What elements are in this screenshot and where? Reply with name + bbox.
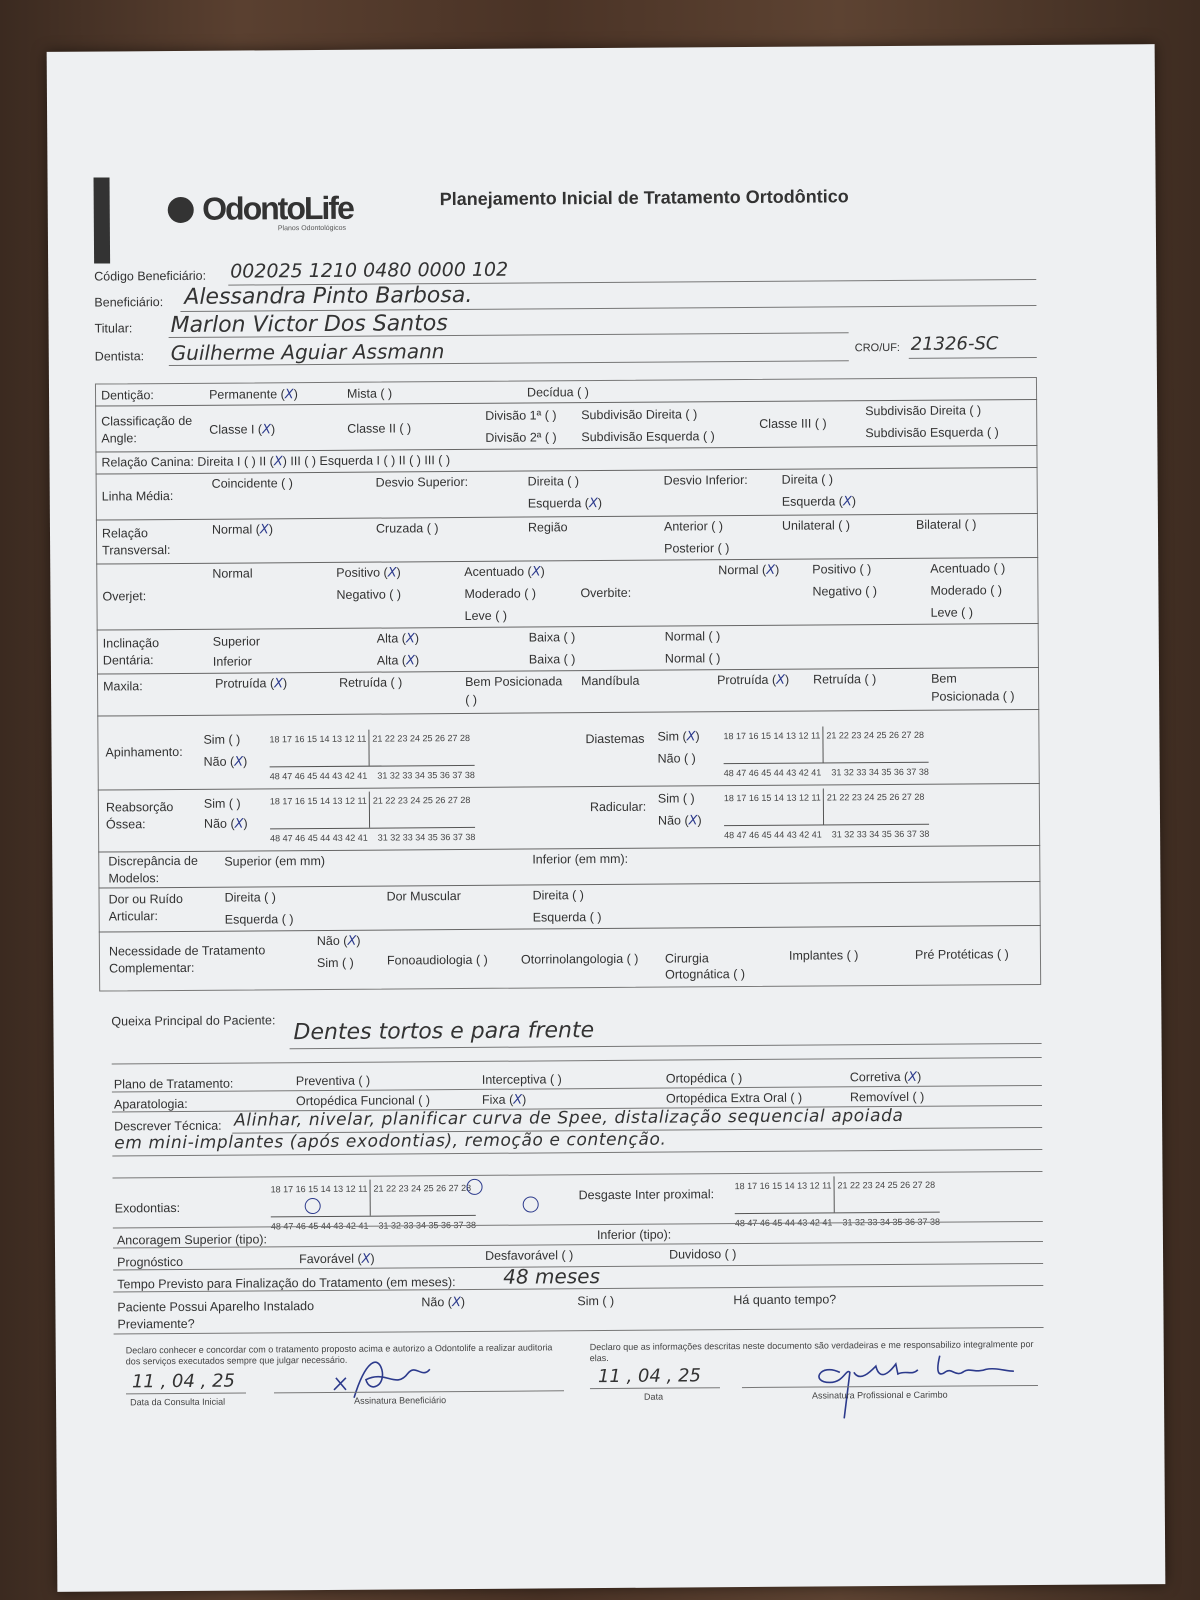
ancoragem-inferior[interactable]: Inferior (tipo): — [596, 1227, 672, 1243]
plano-interceptiva[interactable]: Interceptiva ( ) — [481, 1072, 562, 1087]
desgaste-label: Desgaste Inter proximal: — [578, 1187, 715, 1203]
necessidade-sim[interactable]: Sim ( ) — [316, 955, 354, 971]
overbite-moderado[interactable]: Moderado ( ) — [930, 583, 1003, 598]
inclinacao-baixa-sup[interactable]: Baixa ( ) — [528, 630, 576, 645]
exodontias-label: Exodontias: — [114, 1200, 181, 1216]
discrepancia-superior[interactable]: Superior (em mm) — [224, 853, 326, 869]
inclinacao-alta-sup[interactable]: Alta (X) — [376, 631, 420, 647]
plano-preventiva[interactable]: Preventiva ( ) — [295, 1073, 371, 1089]
angle-classe2[interactable]: Classe II ( ) — [347, 421, 412, 436]
dor-muscular-esquerda[interactable]: Esquerda ( ) — [532, 910, 602, 925]
necessidade-ortognatica[interactable]: Ortognática ( ) — [665, 967, 746, 982]
angle-classe3[interactable]: Classe III ( ) — [759, 416, 827, 431]
aparat-removivel[interactable]: Removível ( ) — [849, 1089, 925, 1105]
necessidade-label: Necessidade de Tratamento Complementar: — [108, 943, 266, 976]
overjet-label: Overjet: — [102, 589, 147, 604]
queixa-line-2 — [112, 1057, 1042, 1064]
discrepancia-inferior[interactable]: Inferior (em mm): — [532, 851, 629, 867]
codigo-label: Código Beneficiário: — [94, 268, 207, 284]
data-consulta-line — [126, 1393, 246, 1395]
dor-label: Dor ou Ruído Articular: — [108, 891, 183, 924]
tecnica-line1[interactable]: Alinhar, nivelar, planificar curva de Spee, distalização sequencial apoiada — [234, 1105, 904, 1131]
mandibula-bem-posicionada[interactable]: Posicionada ( ) — [931, 689, 1015, 704]
necessidade-fonoaudiologia[interactable]: Fonoaudiologia ( ) — [386, 952, 488, 968]
transversal-regiao: Região — [527, 520, 568, 535]
maxila-bem-posicionada[interactable]: Bem Posicionada — [464, 674, 563, 689]
transversal-unilateral[interactable]: Unilateral ( ) — [781, 518, 851, 533]
overjet-negativo[interactable]: Negativo ( ) — [336, 587, 402, 602]
linha-media-label: Linha Média: — [101, 489, 174, 504]
dor-direita[interactable]: Direita ( ) — [224, 890, 277, 905]
apinhamento-label: Apinhamento: — [105, 744, 183, 760]
cro-value: 21326-SC — [910, 333, 999, 355]
necessidade-nao[interactable]: Não (X) — [316, 933, 361, 949]
overbite-normal[interactable]: Normal (X) — [718, 562, 780, 578]
diastemas-label: Diastemas — [585, 731, 645, 747]
logo-text: OdontoLife — [202, 189, 353, 227]
angle-classe1[interactable]: Classe I (X) — [209, 422, 276, 438]
transversal-posterior[interactable]: Posterior ( ) — [664, 541, 730, 556]
inclinacao-baixa-inf[interactable]: Baixa ( ) — [528, 652, 576, 667]
odontolife-logo — [168, 190, 353, 233]
aparelho-nao[interactable]: Não (X) — [421, 1294, 466, 1311]
mandibula-label: Mandíbula — [580, 673, 640, 689]
mandibula-bem[interactable]: Bem — [930, 671, 957, 686]
radicular-label: Radicular: — [589, 799, 647, 815]
data-value[interactable]: 11 , 04 , 25 — [597, 1365, 702, 1388]
prognostico-desfavoravel[interactable]: Desfavorável ( ) — [485, 1248, 574, 1263]
tempo-value[interactable]: 48 meses — [503, 1264, 601, 1289]
aparatologia-label: Aparatologia: — [113, 1096, 188, 1112]
form-title: Planejamento Inicial de Tratamento Ortodôntico — [439, 186, 849, 210]
overbite-positivo[interactable]: Positivo ( ) — [812, 562, 872, 577]
relacao-canina: Relação Canina: Direita I ( ) II (X) III ( ) Esquerda I ( ) II ( ) III ( ) — [101, 453, 451, 470]
tecnica-line2[interactable]: em mini-implantes (após exodontias), remoção e contenção. — [114, 1129, 667, 1154]
aparelho-label: Paciente Possui Aparelho Instalado Previamente? — [117, 1299, 315, 1332]
desvio-inf-direita[interactable]: Direita ( ) — [781, 472, 834, 487]
prognostico-duvidoso[interactable]: Duvidoso ( ) — [669, 1247, 737, 1262]
side-stripe — [94, 177, 111, 263]
radicular-tooth-chart[interactable]: 18 17 16 15 14 13 12 11 21 22 23 24 25 26 27 28 48 47 46 45 44 43 42 41 31 32 33 34 35 36 37 38 — [724, 788, 930, 844]
angle-subdiv-esq-3[interactable]: Subdivisão Esquerda ( ) — [865, 425, 999, 441]
transversal-cruzada[interactable]: Cruzada ( ) — [375, 521, 439, 536]
assinatura-beneficiario-label: Assinatura Beneficiário — [354, 1395, 447, 1406]
apinhamento-sim[interactable]: Sim ( ) — [203, 732, 241, 747]
titular-value: Marlon Victor Dos Santos — [170, 311, 448, 339]
aparat-funcional[interactable]: Ortopédica Funcional ( ) — [295, 1093, 431, 1109]
cro-line — [909, 357, 1037, 359]
transversal-anterior[interactable]: Anterior ( ) — [663, 519, 724, 534]
mandibula-retruida[interactable]: Retruída ( ) — [812, 672, 877, 687]
overbite-negativo[interactable]: Negativo ( ) — [812, 584, 878, 599]
data-label: Data — [644, 1391, 664, 1402]
reabsorcao-sim[interactable]: Sim ( ) — [203, 796, 241, 811]
orthodontic-form-sheet — [47, 44, 1166, 1592]
dor-muscular-direita[interactable]: Direita ( ) — [532, 888, 584, 903]
tooth-23-circle — [467, 1179, 483, 1195]
aparelho-sim[interactable]: Sim ( ) — [577, 1293, 615, 1309]
overjet-acentuado[interactable]: Acentuado (X) — [464, 564, 545, 580]
codigo-value: 002025 1210 0480 0000 102 — [230, 258, 509, 283]
reabsorcao-tooth-chart[interactable]: 18 17 16 15 14 13 12 11 21 22 23 24 25 26 27 28 48 47 46 45 44 43 42 41 31 32 33 34 35 36 37 38 — [270, 791, 476, 847]
necessidade-pre-proteticas[interactable]: Pré Protéticas ( ) — [914, 947, 1009, 962]
beneficiario-value: Alessandra Pinto Barbosa. — [184, 282, 473, 310]
desvio-sup-direita[interactable]: Direita ( ) — [527, 474, 580, 489]
maxila-retruida[interactable]: Retruída ( ) — [339, 675, 403, 690]
radicular-nao[interactable]: Não (X) — [657, 813, 702, 829]
denticao-label: Dentição: — [100, 388, 154, 403]
maxila-bem-posicionada-box[interactable]: ( ) — [465, 692, 478, 707]
prognostico-favoravel[interactable]: Favorável (X) — [299, 1251, 375, 1267]
tooth-46-circle — [305, 1198, 321, 1214]
maxila-protruida[interactable]: Protruída (X) — [215, 676, 288, 692]
overjet-normal[interactable]: Normal — [212, 566, 253, 581]
reabsorcao-nao[interactable]: Não (X) — [203, 816, 248, 832]
angle-subdiv-dir-3[interactable]: Subdivisão Direita ( ) — [865, 403, 982, 419]
mandibula-protruida[interactable]: Protruída (X) — [716, 672, 790, 688]
dentista-value: Guilherme Aguiar Assmann — [170, 339, 445, 366]
desvio-superior-label: Desvio Superior: — [375, 474, 469, 490]
logo-subtitle: Planos Odontológicos — [277, 224, 347, 233]
aparat-extra-oral[interactable]: Ortopédica Extra Oral ( ) — [665, 1090, 803, 1106]
transversal-normal[interactable]: Normal (X) — [211, 522, 274, 538]
discrepancia-label: Discrepância de Modelos: — [108, 853, 198, 886]
tooth-36-circle — [523, 1196, 539, 1212]
angle-subdiv-dir[interactable]: Subdivisão Direita ( ) — [581, 407, 698, 423]
apinhamento-tooth-chart[interactable]: 18 17 16 15 14 13 12 11 21 22 23 24 25 26 27 28 48 47 46 45 44 43 42 41 31 32 33 34 35 36 37 38 — [269, 729, 475, 785]
overbite-leve[interactable]: Leve ( ) — [930, 605, 974, 620]
linha-media-coincidente[interactable]: Coincidente ( ) — [211, 476, 294, 491]
angle-divisao2[interactable]: Divisão 2ª ( ) — [485, 430, 557, 445]
logo-symbol-icon — [168, 196, 194, 222]
dentista-label: Dentista: — [94, 349, 145, 364]
desvio-sup-esquerda[interactable]: Esquerda (X) — [527, 496, 603, 512]
inclinacao-normal-sup[interactable]: Normal ( ) — [664, 629, 721, 644]
diastemas-tooth-chart[interactable]: 18 17 16 15 14 13 12 11 21 22 23 24 25 26 27 28 48 47 46 45 44 43 42 41 31 32 33 34 35 36 37 38 — [723, 726, 929, 782]
dor-muscular-label: Dor Muscular — [386, 889, 461, 904]
overbite-acentuado[interactable]: Acentuado ( ) — [930, 561, 1006, 576]
declaracao-beneficiario: Declaro conhecer e concordar com o tratamento proposto acima e autorizo a Odontolife a realizar auditoria dos serviços executados sempre que julgar necessário. — [125, 1342, 553, 1367]
apinhamento-nao[interactable]: Não (X) — [203, 754, 248, 770]
queixa-value[interactable]: Dentes tortos e para frente — [293, 1018, 595, 1046]
tempo-label: Tempo Previsto para Finalização do Tratamento (em meses): — [117, 1275, 456, 1292]
titular-label: Titular: — [94, 321, 133, 336]
declaracao-profissional: Declaro que as informações descritas neste documento são verdadeiras e me responsabilizo integralmente por elas. — [589, 1339, 1034, 1364]
desvio-inf-esquerda[interactable]: Esquerda (X) — [781, 494, 857, 510]
assinatura-profissional[interactable] — [800, 1341, 1021, 1423]
desgaste-tooth-chart[interactable]: 18 17 16 15 14 13 12 11 21 22 23 24 25 26 27 28 48 47 46 45 44 43 42 41 31 32 33 34 35 36 37 38 — [735, 1176, 941, 1232]
inclinacao-alta-inf[interactable]: Alta (X) — [376, 653, 420, 669]
data-line — [590, 1387, 720, 1389]
necessidade-otorrino[interactable]: Otorrinolangologia ( ) — [520, 951, 639, 967]
diastemas-nao[interactable]: Não ( ) — [657, 751, 696, 766]
prognostico-label: Prognóstico — [117, 1254, 184, 1270]
overjet-positivo[interactable]: Positivo (X) — [336, 565, 401, 581]
transversal-bilateral[interactable]: Bilateral ( ) — [915, 517, 977, 532]
angle-label: Classificação de Angle: — [101, 413, 193, 446]
inclinacao-label: Inclinação Dentária: — [102, 636, 160, 668]
transversal-label: Relação Transversal: — [101, 526, 171, 558]
denticao-mista[interactable]: Mista ( ) — [346, 386, 393, 401]
reabsorcao-label: Reabsorção Óssea: — [105, 800, 174, 832]
radicular-sim[interactable]: Sim ( ) — [657, 791, 695, 806]
plano-corretiva[interactable]: Corretiva (X) — [849, 1069, 922, 1085]
dor-esquerda[interactable]: Esquerda ( ) — [224, 912, 294, 927]
data-consulta-label: Data da Consulta Inicial — [130, 1396, 226, 1408]
inclinacao-superior: Superior — [212, 634, 261, 649]
angle-subdiv-esq[interactable]: Subdivisão Esquerda ( ) — [581, 429, 715, 445]
necessidade-implantes[interactable]: Implantes ( ) — [788, 948, 859, 963]
tecnica-label: Descrever Técnica: — [114, 1118, 222, 1134]
aparat-fixa[interactable]: Fixa (X) — [481, 1092, 527, 1108]
plano-label: Plano de Tratamento: — [113, 1076, 234, 1092]
assinatura-profissional-label: Assinatura Profissional e Carimbo — [812, 1389, 948, 1401]
desvio-inferior-label: Desvio Inferior: — [663, 473, 748, 488]
denticao-permanente[interactable]: Permanente (X) — [208, 387, 298, 403]
cro-label: CRO/UF: — [854, 341, 901, 355]
exodontias-tooth-chart[interactable]: 18 17 16 15 14 13 12 11 21 22 23 24 25 26 27 28 48 47 46 45 44 43 42 41 31 32 33 34 35 36 37 38 — [271, 1179, 477, 1235]
queixa-label: Queixa Principal do Paciente: — [111, 1013, 276, 1029]
plano-ortopedica[interactable]: Ortopédica ( ) — [665, 1071, 743, 1086]
inclinacao-normal-inf[interactable]: Normal ( ) — [664, 651, 721, 666]
denticao-decidua[interactable]: Decídua ( ) — [526, 385, 589, 400]
beneficiario-label: Beneficiário: — [94, 295, 164, 310]
necessidade-cirurgia[interactable]: Cirurgia — [664, 951, 709, 966]
ancoragem-superior[interactable]: Ancoragem Superior (tipo): — [116, 1232, 268, 1248]
aparelho-quanto-tempo[interactable]: Há quanto tempo? — [733, 1292, 837, 1308]
data-consulta-value[interactable]: 11 , 04 , 25 — [131, 1370, 236, 1393]
overjet-leve[interactable]: Leve ( ) — [464, 608, 508, 623]
diastemas-sim[interactable]: Sim (X) — [657, 729, 700, 745]
inclinacao-inferior: Inferior — [212, 654, 252, 669]
maxila-label: Maxila: — [103, 679, 143, 694]
angle-divisao1[interactable]: Divisão 1ª ( ) — [485, 408, 557, 423]
overbite-label: Overbite: — [580, 585, 632, 601]
overjet-moderado[interactable]: Moderado ( ) — [464, 586, 537, 601]
